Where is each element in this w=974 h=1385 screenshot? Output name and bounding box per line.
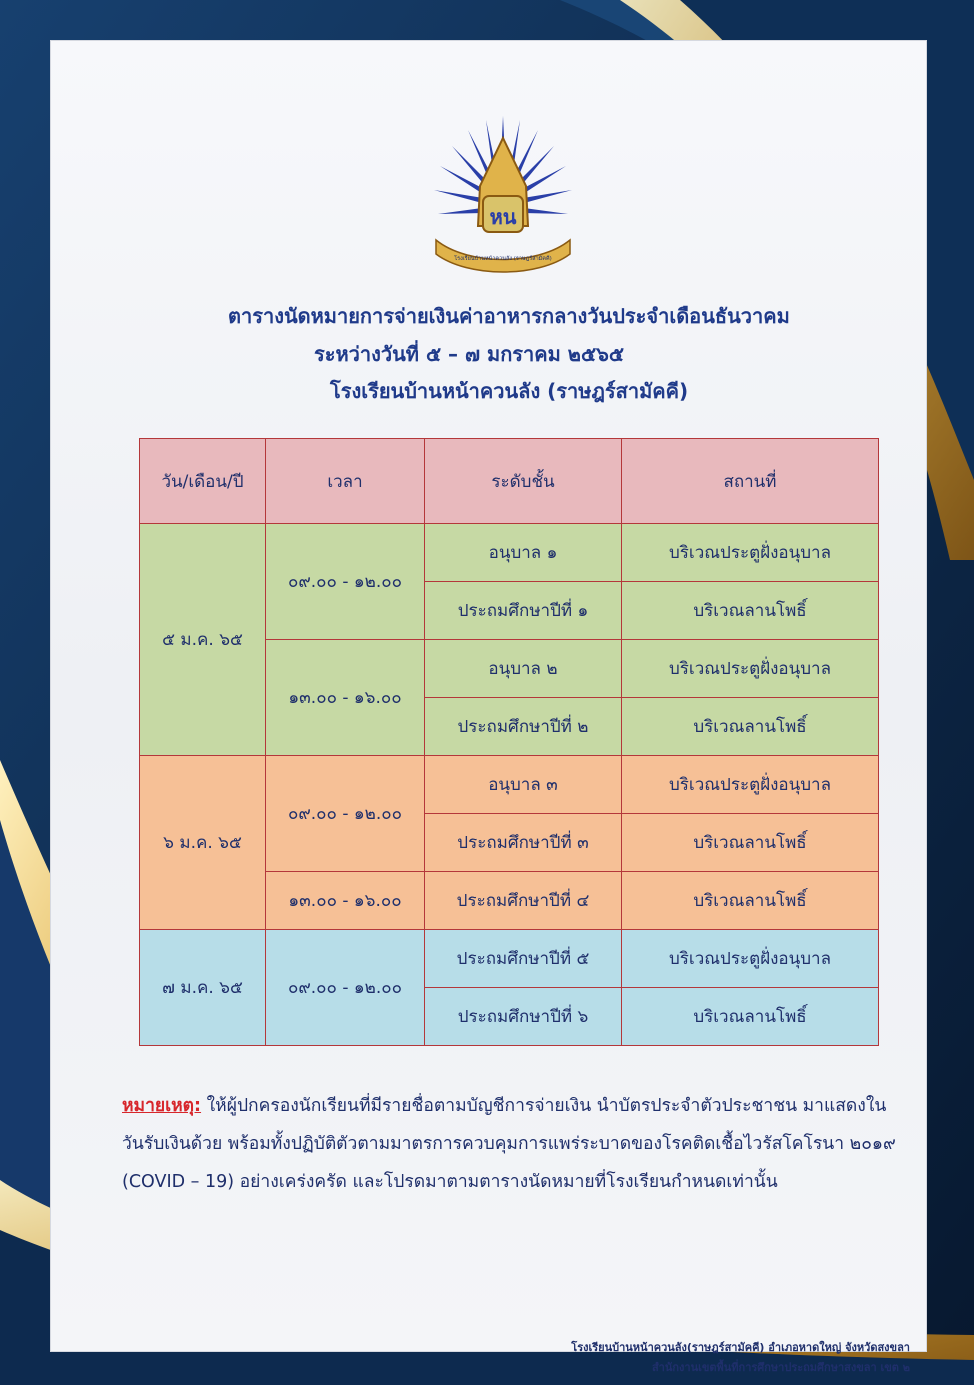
level-cell: อนุบาล ๑ bbox=[425, 524, 622, 582]
title-line-3: โรงเรียนบ้านหน้าควนลัง (ราษฎร์สามัคคี) bbox=[330, 379, 689, 403]
time-cell: ๐๙.๐๐ - ๑๒.๐๐ bbox=[266, 930, 425, 1046]
header-place: สถานที่ bbox=[622, 439, 879, 524]
title-line-2: ระหว่างวันที่ ๕ – ๗ มกราคม ๒๕๖๕ bbox=[314, 342, 624, 366]
footer-school: โรงเรียนบ้านหน้าควนลัง(ราษฎร์สามัคคี) อำเภอหาดใหญ่ จังหวัดสงขลา bbox=[571, 1341, 910, 1354]
footer-office: สำนักงานเขตพื้นที่การศึกษาประถมศึกษาสงขลา เขต ๒ bbox=[651, 1361, 910, 1374]
level-cell: ประถมศึกษาปีที่ ๕ bbox=[425, 930, 622, 988]
place-cell: บริเวณลานโพธิ์ bbox=[622, 814, 879, 872]
place-cell: บริเวณลานโพธิ์ bbox=[622, 582, 879, 640]
table-row bbox=[140, 930, 879, 988]
remark-text: ให้ผู้ปกครองนักเรียนที่มีรายชื่อตามบัญชีการจ่ายเงิน นำบัตรประจำตัวประชาชน มาแสดงในวันรับเงินด้วย พร้อมทั้งปฏิบัติตัวตามมาตรการควบคุมการแพร่ระบาดของโรคติดเชื้อไวรัสโคโรนา ๒๐๑๙ (COVID – 19) อย่างเคร่งครัด และโปรดมาตามตารางนัดหมายที่โรงเรียนกำหนดเท่านั้น bbox=[122, 1096, 896, 1192]
time-cell: ๑๓.๐๐ - ๑๖.๐๐ bbox=[266, 640, 425, 756]
time-cell: ๑๓.๐๐ - ๑๖.๐๐ bbox=[266, 872, 425, 930]
place-cell: บริเวณประตูฝั่งอนุบาล bbox=[622, 756, 879, 814]
level-cell: อนุบาล ๒ bbox=[425, 640, 622, 698]
school-emblem-logo bbox=[428, 108, 578, 276]
level-cell: ประถมศึกษาปีที่ ๖ bbox=[425, 988, 622, 1046]
place-cell: บริเวณประตูฝั่งอนุบาล bbox=[622, 640, 879, 698]
emblem-initials: หน bbox=[489, 205, 517, 229]
level-cell: อนุบาล ๓ bbox=[425, 756, 622, 814]
time-cell: ๐๙.๐๐ - ๑๒.๐๐ bbox=[266, 756, 425, 872]
header-level: ระดับชั้น bbox=[425, 439, 622, 524]
table-row bbox=[140, 524, 879, 582]
table-row bbox=[140, 756, 879, 814]
date-cell: ๕ ม.ค. ๖๕ bbox=[140, 524, 266, 756]
place-cell: บริเวณลานโพธิ์ bbox=[622, 698, 879, 756]
title-line-1: ตารางนัดหมายการจ่ายเงินค่าอาหารกลางวันประจำเดือนธันวาคม bbox=[228, 304, 790, 328]
date-cell: ๖ ม.ค. ๖๕ bbox=[140, 756, 266, 930]
place-cell: บริเวณลานโพธิ์ bbox=[622, 988, 879, 1046]
footer bbox=[571, 1338, 910, 1378]
place-cell: บริเวณประตูฝั่งอนุบาล bbox=[622, 930, 879, 988]
level-cell: ประถมศึกษาปีที่ ๓ bbox=[425, 814, 622, 872]
date-cell: ๗ ม.ค. ๖๕ bbox=[140, 930, 266, 1046]
level-cell: ประถมศึกษาปีที่ ๒ bbox=[425, 698, 622, 756]
remark-label: หมายเหตุ: bbox=[122, 1096, 202, 1116]
payment-schedule-table bbox=[139, 438, 879, 1046]
level-cell: ประถมศึกษาปีที่ ๑ bbox=[425, 582, 622, 640]
emblem-caption: โรงเรียนบ้านหน้าควนลัง (ราษฎร์สามัคคี) bbox=[454, 256, 552, 262]
level-cell: ประถมศึกษาปีที่ ๔ bbox=[425, 872, 622, 930]
header-date: วัน/เดือน/ปี bbox=[140, 439, 266, 524]
time-cell: ๐๙.๐๐ - ๑๒.๐๐ bbox=[266, 524, 425, 640]
remark-paragraph bbox=[122, 1087, 897, 1201]
place-cell: บริเวณลานโพธิ์ bbox=[622, 872, 879, 930]
header-time: เวลา bbox=[266, 439, 425, 524]
place-cell: บริเวณประตูฝั่งอนุบาล bbox=[622, 524, 879, 582]
table-header-row bbox=[140, 439, 879, 524]
